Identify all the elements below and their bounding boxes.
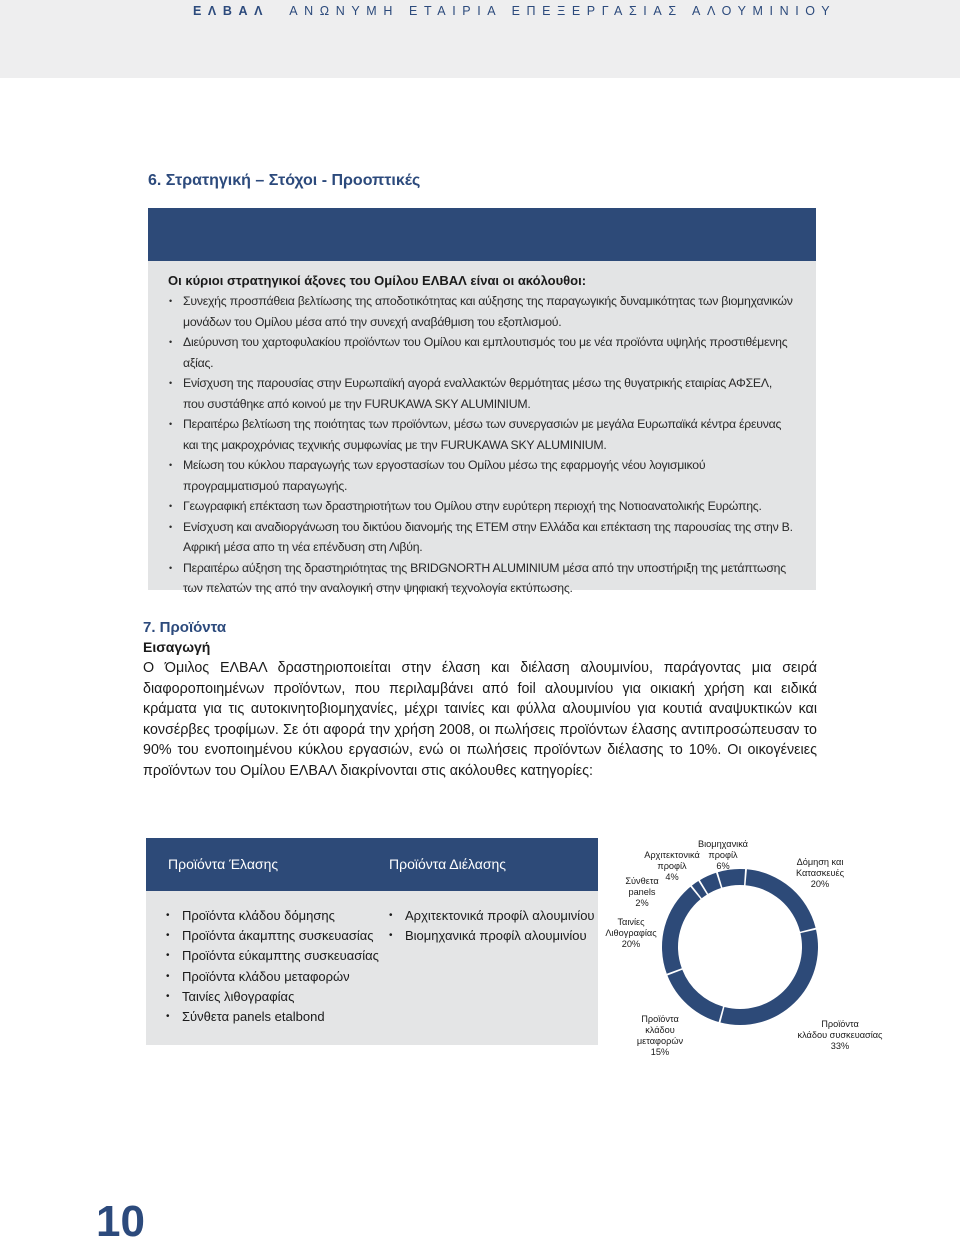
- bullet-icon: •: [166, 950, 170, 962]
- page-number: 10: [96, 1197, 145, 1243]
- donut-slice: [718, 869, 745, 888]
- products-header: [146, 838, 598, 891]
- extrusion-products-title: Προϊόντα Διέλασης: [389, 856, 507, 872]
- strategy-item: • Μείωση του κύκλου παραγωγής των εργοστασίων του Ομίλου μέσω της εφαρμογής νέου λογισμικού προγραμματισμού παραγωγής.: [168, 455, 796, 496]
- bullet-icon: •: [169, 337, 172, 347]
- slice-label: Σύνθετα panels 2%: [625, 876, 659, 908]
- list-item: • Προϊόντα εύκαμπτης συσκευασίας: [166, 946, 379, 966]
- rolling-products-list: [166, 906, 379, 1027]
- strategy-item: • Ενίσχυση της παρουσίας στην Ευρωπαϊκή αγορά εναλλακτών θερμότητας μέσω της θυγατρικής εταιρίας ΑΦΣΕΛ, που συστάθηκε από κοινού με την FURUKAWA SKY ALUMINIUM.: [168, 373, 796, 414]
- strategy-item: • Συνεχής προσπάθεια βελτίωσης της αποδοτικότητας και αύξησης της παραγωγικής δυναμικότητας των βιομηχανικών μονάδων του Ομίλου μέσα από την συνεχή αναβάθμιση του εξοπλισμού.: [168, 291, 796, 332]
- product-mix-donut-chart: [600, 832, 900, 1072]
- section-6-banner: [148, 208, 816, 261]
- list-item: • Σύνθετα panels etalbond: [166, 1007, 379, 1027]
- section-7-subtitle: Εισαγωγή: [143, 639, 211, 655]
- section-7-title: 7. Προϊόντα: [143, 619, 227, 636]
- strategy-lead: Οι κύριοι στρατηγικοί άξονες του Ομίλου ΕΛΒΑΛ είναι οι ακόλουθοι:: [168, 273, 587, 288]
- chart-slices: [662, 869, 818, 1025]
- header-company: ΑΝΩΝΥΜΗ ΕΤΑΙΡΙΑ ΕΠΕΞΕΡΓΑΣΙΑΣ ΑΛΟΥΜΙΝΙΟΥ: [289, 4, 837, 18]
- list-item: • Ταινίες λιθογραφίας: [166, 987, 379, 1007]
- bullet-icon: •: [166, 990, 170, 1002]
- list-item: • Προϊόντα κλάδου δόμησης: [166, 906, 379, 926]
- page-header: [0, 0, 960, 78]
- list-item: • Βιομηχανικά προφίλ αλουμινίου: [389, 926, 595, 946]
- slice-label: Δόμηση και Κατασκευές 20%: [795, 857, 845, 889]
- slice-label: Προϊόντα κλάδου συσκευασίας 33%: [797, 1019, 883, 1051]
- slice-label: Ταινίες Λιθογραφίας 20%: [605, 917, 657, 949]
- list-item: • Αρχιτεκτονικά προφίλ αλουμινίου: [389, 906, 595, 926]
- products-body: [146, 891, 598, 1045]
- strategy-item: • Περαιτέρω αύξηση της δραστηριότητας της BRIDGNORTH ALUMINIUM μέσα από την υποστήριξη της μετάπτωσης των πελατών της από την αναλογική στην ψηφιακή τεχνολογία εκτύπωσης.: [168, 558, 796, 599]
- section-7-intro: Ο Όμιλος ΕΛΒΑΛ δραστηριοποιείται στην έλαση και διέλαση αλουμινίου, παράγοντας μια σειρά διαφοροποιημένων προϊόντων, που περιλαμβάνει από foil αλουμινίου για οικιακή χρήση και ειδικά κράματα για τις αυτοκινητοβιομηχανίες, μέχρι ταινίες και φύλλα αλουμινίου για κουτιά αναψυκτικών και κονσέρβες τροφίμων. Σε ότι αφορά την χρήση 2008, οι πωλήσεις προϊόντων έλασης αντιπροσώπευσαν το 90% του ενοποιημένου κύκλου εργασιών, ενώ οι πωλήσεις προϊόντων διέλασης το 10%. Οι οικογένειες προϊόντων του Ομίλου ΕΛΒΑΛ διακρίνονται στις ακόλουθες κατηγορίες:: [143, 660, 817, 779]
- header-title: [193, 4, 836, 18]
- donut-slice: [720, 930, 818, 1025]
- bullet-icon: •: [169, 521, 172, 532]
- bullet-icon: •: [389, 930, 393, 942]
- strategy-item: • Διεύρυνση του χαρτοφυλακίου προϊόντων του Ομίλου και εμπλουτισμός του με νέα προϊόντα υψηλής προστιθέμενης αξίας.: [168, 332, 796, 373]
- donut-slice: [746, 869, 816, 931]
- strategy-item: • Ενίσχυση και αναδιοργάνωση του δικτύου διανομής της ΕΤΕΜ στην Ελλάδα και επέκταση της παρουσίας της στην Β. Αφρική μέσα απο τη νέα επένδυση στη Λιβύη.: [168, 517, 796, 558]
- strategy-box: [148, 261, 816, 595]
- slice-label: Βιομηχανικά προφίλ 6%: [698, 839, 748, 871]
- bullet-icon: •: [166, 910, 170, 921]
- list-item: • Προϊόντα άκαμπτης συσκευασίας: [166, 926, 379, 946]
- donut-slice: [662, 887, 701, 974]
- bullet-icon: •: [169, 296, 172, 306]
- bullet-icon: •: [389, 910, 393, 921]
- bullet-icon: •: [166, 970, 170, 982]
- section-6-title: 6. Στρατηγική – Στόχοι - Προοπτικές: [148, 172, 421, 189]
- strategy-list: [168, 291, 796, 599]
- strategy-item: • Περαιτέρω βελτίωση της ποιότητας των προϊόντων, μέσω των συνεργασιών με μεγάλα Ευρωπαϊκά κέντρα έρευνας και της μακροχρόνιας τεχνικής συμφωνίας με την FURUKAWA SKY ALUMINIUM.: [168, 414, 796, 455]
- slice-label: Αρχιτεκτονικά προφίλ 4%: [644, 850, 700, 882]
- extrusion-products-list: [389, 906, 595, 946]
- bullet-icon: •: [169, 419, 172, 429]
- list-item: • Προϊόντα κλάδου μεταφορών: [166, 967, 379, 987]
- bullet-icon: •: [169, 501, 172, 511]
- bullet-icon: •: [169, 460, 172, 470]
- rolling-products-title: Προϊόντα Έλασης: [168, 856, 279, 872]
- bullet-icon: •: [169, 562, 172, 573]
- slice-label: Προϊόντα κλάδου μεταφορών 15%: [636, 1014, 684, 1057]
- bullet-icon: •: [166, 930, 170, 942]
- strategy-item: • Γεωγραφική επέκταση των δραστηριοτήτων του Ομίλου στην ευρύτερη περιοχή της Νοτιοανατολικής Ευρώπης.: [168, 496, 796, 517]
- bullet-icon: •: [166, 1011, 170, 1023]
- bullet-icon: •: [169, 378, 172, 388]
- header-brand: ΕΛΒΑΛ: [193, 4, 270, 18]
